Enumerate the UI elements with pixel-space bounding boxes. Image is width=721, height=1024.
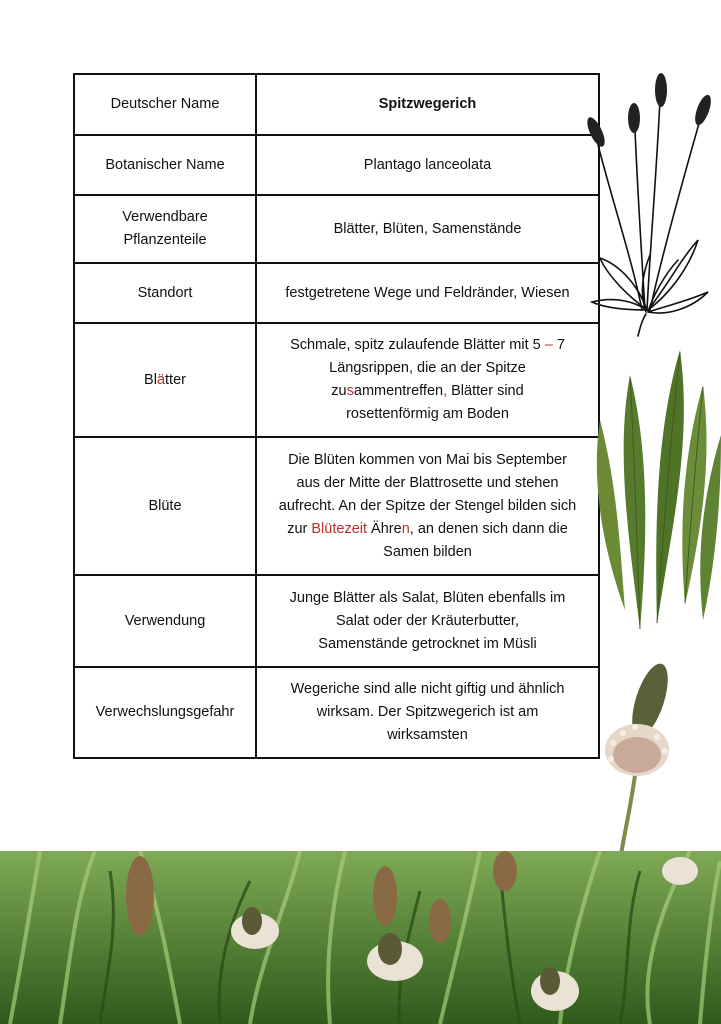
value-blossom bbox=[256, 437, 599, 575]
blossom-line-3: aufrecht. An der Spitze der Stengel bilden sich bbox=[278, 497, 577, 514]
leaves-dash: – bbox=[540, 337, 557, 353]
label-leaves-part: Bl bbox=[144, 371, 157, 388]
usage-line-3: Samenstände getrocknet im Müsli bbox=[318, 635, 537, 652]
leaves-line-3b: s bbox=[346, 383, 354, 399]
leaves-line-3a: zu bbox=[331, 383, 347, 399]
confusion-line-3: wirksamsten bbox=[387, 727, 468, 743]
meadow-photo bbox=[0, 851, 721, 1024]
row-usable-parts bbox=[74, 195, 599, 263]
row-blossom bbox=[74, 437, 599, 575]
label-location: Standort bbox=[74, 263, 256, 323]
leaves-line-3c: ammentreffen bbox=[353, 383, 444, 399]
leaves-line-1: Schmale, spitz zulaufende Blätter mit 5 bbox=[290, 337, 541, 353]
label-usable-parts-line2: Pflanzenteile bbox=[123, 232, 207, 248]
label-leaves-highlight: ä bbox=[156, 371, 166, 388]
value-german-name: Spitzwegerich bbox=[256, 74, 599, 135]
label-blossom: Blüte bbox=[74, 437, 256, 575]
row-location bbox=[74, 263, 599, 323]
value-usable-parts: Blätter, Blüten, Samenstände bbox=[256, 195, 599, 263]
leaves-line-4: rosettenförmig am Boden bbox=[346, 406, 509, 422]
leaves-line-1-end: 7 bbox=[556, 337, 565, 353]
row-confusion-risk bbox=[74, 667, 599, 758]
value-leaves bbox=[256, 323, 599, 437]
confusion-line-2: wirksam. Der Spitzwegerich ist am bbox=[316, 704, 539, 720]
row-german-name bbox=[74, 74, 599, 135]
value-botanical-name: Plantago lanceolata bbox=[256, 135, 599, 195]
plantain-leaves-photo bbox=[585, 345, 721, 635]
plant-info-table bbox=[73, 73, 600, 759]
row-leaves bbox=[74, 323, 599, 437]
leaves-line-3d: , bbox=[443, 383, 448, 399]
plantain-flower-photo bbox=[595, 655, 685, 855]
usage-line-1: Junge Blätter als Salat, Blüten ebenfalls im bbox=[289, 589, 566, 606]
value-location: festgetretene Wege und Feldränder, Wiesen bbox=[256, 263, 599, 323]
value-usage bbox=[256, 575, 599, 667]
value-confusion-risk bbox=[256, 667, 599, 758]
label-usable-parts-line1: Verwendbare bbox=[122, 209, 208, 225]
blossom-line-2: aus der Mitte der Blattrosette und stehen bbox=[296, 474, 559, 491]
row-botanical-name bbox=[74, 135, 599, 195]
blossom-line-4b: Blütezeit bbox=[311, 520, 368, 537]
leaves-line-2: Längsrippen, die an der Spitze bbox=[329, 360, 526, 376]
plantain-line-drawing bbox=[580, 70, 715, 340]
leaves-line-3e: Blätter sind bbox=[447, 383, 524, 399]
blossom-line-4d: n bbox=[401, 520, 410, 537]
blossom-line-1: Die Blüten kommen von Mai bis September bbox=[288, 451, 567, 468]
confusion-line-1: Wegeriche sind alle nicht giftig und ähnlich bbox=[290, 681, 565, 697]
label-usable-parts bbox=[74, 195, 256, 263]
label-leaves-part: tter bbox=[165, 371, 186, 388]
blossom-line-4e: , an denen sich dann die bbox=[409, 520, 568, 537]
blossom-line-4c: Ähre bbox=[367, 520, 402, 537]
label-german-name: Deutscher Name bbox=[74, 74, 256, 135]
label-leaves bbox=[74, 323, 256, 437]
usage-line-2: Salat oder der Kräuterbutter, bbox=[336, 612, 519, 629]
label-botanical-name: Botanischer Name bbox=[74, 135, 256, 195]
blossom-line-5: Samen bilden bbox=[383, 543, 472, 560]
label-confusion-risk: Verwechslungsgefahr bbox=[74, 667, 256, 758]
label-usage: Verwendung bbox=[74, 575, 256, 667]
row-usage bbox=[74, 575, 599, 667]
blossom-line-4a: zur bbox=[287, 520, 312, 537]
